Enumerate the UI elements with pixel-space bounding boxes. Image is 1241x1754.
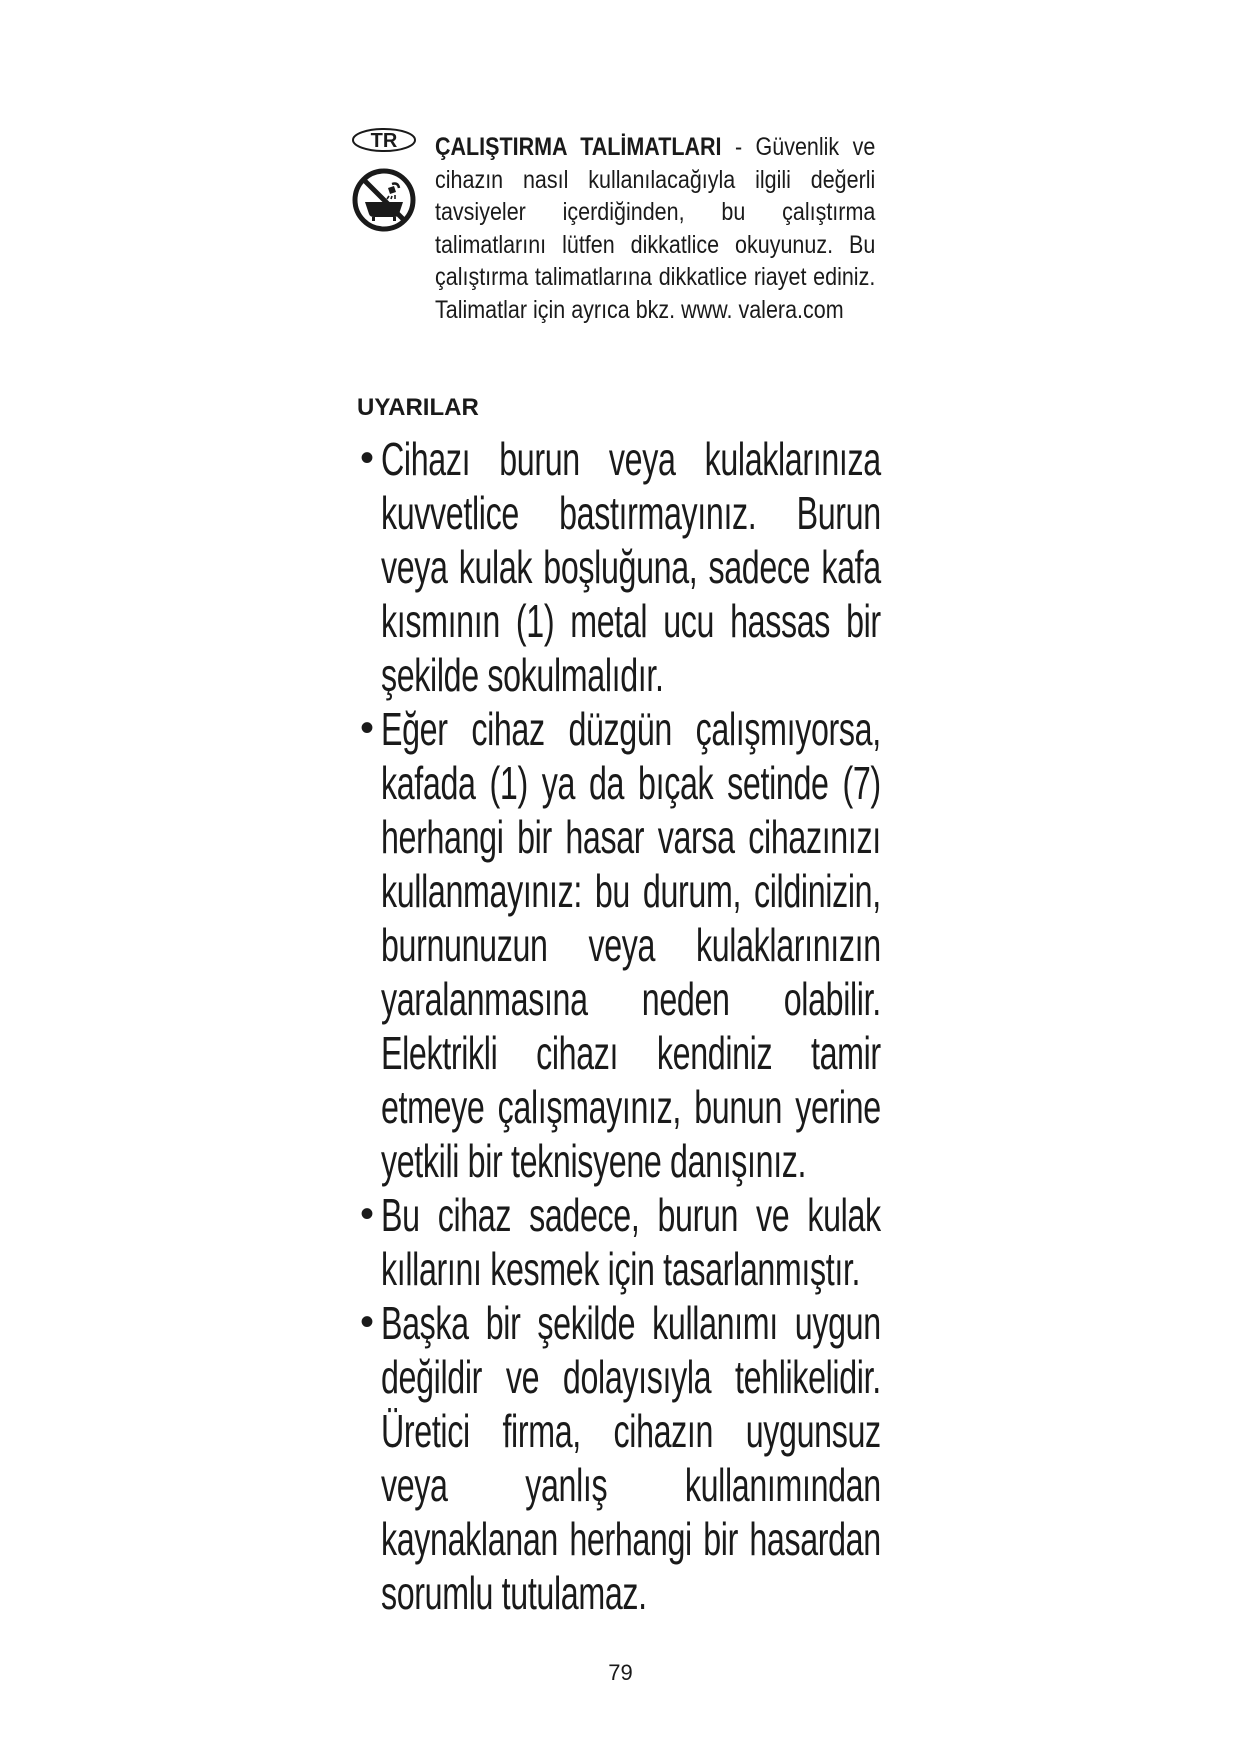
warning-text: Bu cihaz sadece, burun ve kulak kıllarını kesmek için tasarlanmıştır. bbox=[381, 1189, 881, 1295]
warning-item bbox=[352, 1188, 882, 1296]
bullet-icon: • bbox=[360, 436, 375, 480]
language-badge bbox=[351, 127, 417, 153]
bullet-icon: • bbox=[360, 706, 375, 750]
warning-item bbox=[352, 702, 882, 1188]
no-bath-icon bbox=[352, 168, 416, 232]
warning-text: Başka bir şekilde kullanımı uygun değildir ve dolayısıyla tehlikelidir. Üretici firma, cihazın uygunsuz veya yanlış kullanımından kaynaklanan herhangi bir hasardan sorumlu tutulamaz. bbox=[381, 1297, 881, 1619]
warnings-heading: UYARILAR bbox=[357, 394, 479, 421]
intro-body: - Güvenlik ve cihazın nasıl kullanılacağıyla ilgili değerli tavsiyeler içerdiğinden, bu çalıştırma talimatlarını lütfen dikkatlice okuyunuz. Bu çalıştırma talimatlarına dikkatlice riayet ediniz. Talimatlar için ayrıca bkz. www. valera.com bbox=[435, 133, 876, 324]
bullet-icon: • bbox=[360, 1300, 375, 1344]
intro-paragraph bbox=[435, 131, 875, 326]
page-number: 79 bbox=[608, 1660, 633, 1685]
warning-item bbox=[352, 432, 882, 702]
warnings-list bbox=[352, 432, 882, 1620]
warning-item bbox=[352, 1296, 882, 1620]
intro-title: ÇALIŞTIRMA TALİMATLARI bbox=[435, 133, 722, 161]
language-code: TR bbox=[370, 130, 398, 152]
warning-text: Cihazı burun veya kulaklarınıza kuvvetlice bastırmayınız. Burun veya kulak boşluğuna, sadece kafa kısmının (1) metal ucu hassas bir şekilde sokulmalıdır. bbox=[381, 433, 881, 701]
warning-text: Eğer cihaz düzgün çalışmıyorsa, kafada (1) ya da bıçak setinde (7) herhangi bir hasar varsa cihazınızı kullanmayınız: bu durum, cildinizin, burnunuzun veya kulaklarınızın yaralanmasına neden olabilir. Elektrikli cihazı kendiniz tamir etmeye çalışmayınız, bunun yerine yetkili bir teknisyene danışınız. bbox=[381, 703, 881, 1187]
bullet-icon: • bbox=[360, 1192, 375, 1236]
